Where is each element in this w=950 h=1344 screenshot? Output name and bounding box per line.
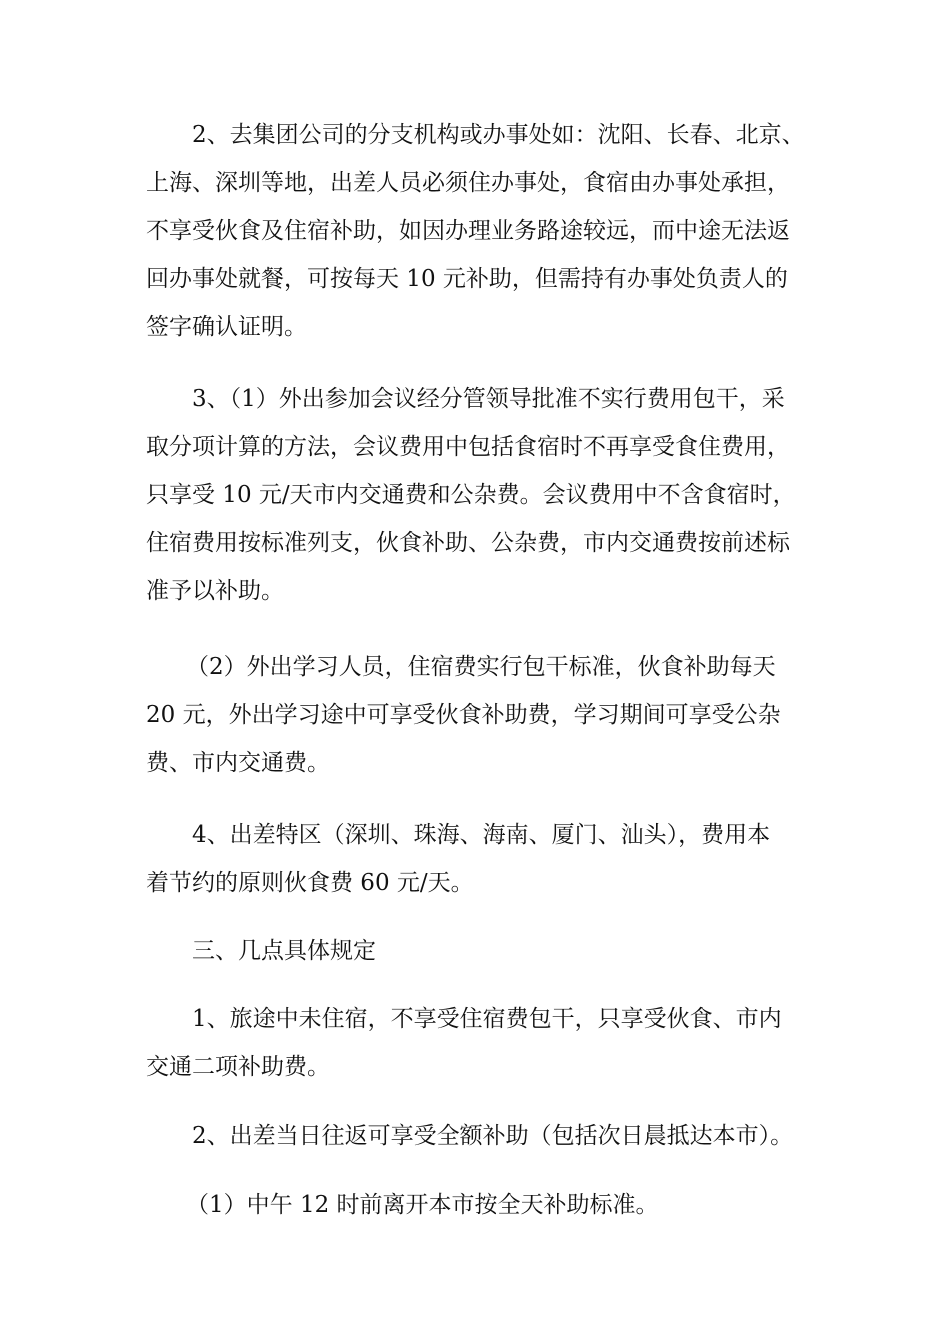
text-line: 3、（1）外出参加会议经分管领导批准不实行费用包干，采 bbox=[192, 386, 785, 412]
text-line: 准予以补助。 bbox=[146, 578, 284, 604]
paragraph-item3-meeting bbox=[146, 375, 806, 615]
paragraph-item4-special-zone bbox=[146, 811, 806, 907]
text-line: （1）中午 12 时前离开本市按全天补助标准。 bbox=[186, 1192, 659, 1218]
text-line: 只享受 10 元/天市内交通费和公杂费。会议费用中不含食宿时， bbox=[146, 482, 796, 508]
text-line: 1、旅途中未住宿，不享受住宿费包干，只享受伙食、市内 bbox=[192, 1006, 782, 1032]
paragraph-rule2 bbox=[146, 1112, 806, 1160]
text-line: 2、去集团公司的分支机构或办事处如：沈阳、长春、北京、 bbox=[192, 122, 805, 148]
text-line: 取分项计算的方法，会议费用中包括食宿时不再享受食住费用， bbox=[146, 434, 790, 460]
text-line: 4、出差特区（深圳、珠海、海南、厦门、汕头），费用本 bbox=[192, 822, 771, 848]
text-line: 2、出差当日往返可享受全额补助（包括次日晨抵达本市）。 bbox=[192, 1123, 794, 1149]
paragraph-item3-study bbox=[146, 643, 806, 787]
text-line: 20 元，外出学习途中可享受伙食补助费，学习期间可享受公杂 bbox=[146, 702, 781, 728]
text-line: 交通二项补助费。 bbox=[146, 1054, 330, 1080]
text-line: 不享受伙食及住宿补助，如因办理业务路途较远，而中途无法返 bbox=[146, 218, 790, 244]
section-heading-specific-rules bbox=[146, 927, 806, 975]
text-line: 住宿费用按标准列支，伙食补助、公杂费，市内交通费按前述标 bbox=[146, 530, 790, 556]
text-line: （2）外出学习人员，住宿费实行包干标准，伙食补助每天 bbox=[186, 654, 776, 680]
text-line: 费、市内交通费。 bbox=[146, 750, 330, 776]
text-line: 着节约的原则伙食费 60 元/天。 bbox=[146, 870, 474, 896]
paragraph-rule2-sub1 bbox=[146, 1181, 806, 1229]
text-line: 签字确认证明。 bbox=[146, 314, 307, 340]
text-line: 三、几点具体规定 bbox=[192, 938, 376, 964]
paragraph-rule1 bbox=[146, 995, 806, 1091]
text-line: 上海、深圳等地，出差人员必须住办事处，食宿由办事处承担， bbox=[146, 170, 790, 196]
text-line: 回办事处就餐，可按每天 10 元补助，但需持有办事处负责人的 bbox=[146, 266, 788, 292]
paragraph-item2-branch-offices bbox=[146, 111, 806, 351]
